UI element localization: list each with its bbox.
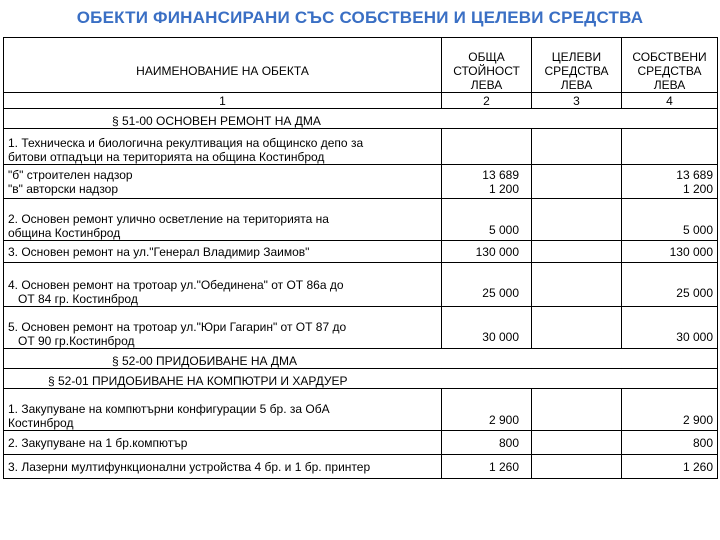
row-own: 130 000 bbox=[622, 241, 718, 263]
header-own bbox=[622, 38, 718, 93]
table-row bbox=[4, 389, 718, 431]
section-row bbox=[4, 369, 718, 389]
table-row bbox=[4, 307, 718, 349]
row-target bbox=[532, 431, 622, 455]
row-name bbox=[4, 389, 442, 431]
col-number: 4 bbox=[622, 93, 718, 109]
col-number: 2 bbox=[442, 93, 532, 109]
row-total: 30 000 bbox=[442, 307, 532, 349]
section-row bbox=[4, 349, 718, 369]
column-number-row bbox=[4, 93, 718, 109]
header-target-line: ЦЕЛЕВИ bbox=[551, 50, 602, 64]
row-own: 30 000 bbox=[622, 307, 718, 349]
header-total-line: ОБЩА bbox=[468, 50, 505, 64]
row-name-line: "б" строителен надзор bbox=[8, 167, 133, 182]
section-row bbox=[4, 109, 718, 129]
row-name-line: 4. Основен ремонт на тротоар ул."Обединена" от ОТ 86а до bbox=[8, 278, 344, 292]
row-target bbox=[532, 241, 622, 263]
row-own: 25 000 bbox=[622, 263, 718, 307]
row-own: 800 bbox=[622, 431, 718, 455]
row-total: 1 260 bbox=[442, 455, 532, 479]
row-name: 2. Закупуване на 1 бр.компютър bbox=[4, 431, 442, 455]
row-total: 800 bbox=[442, 431, 532, 455]
header-total-line: СТОЙНОСТ bbox=[453, 64, 520, 78]
row-total bbox=[442, 165, 532, 199]
table-row bbox=[4, 165, 718, 199]
row-name-line: "в" авторски надзор bbox=[8, 181, 119, 196]
row-own: 2 900 bbox=[622, 389, 718, 431]
row-own-value: 13 689 bbox=[676, 167, 713, 182]
row-name: 3. Лазерни мултифункционални устройства 4 бр. и 1 бр. принтер bbox=[4, 455, 442, 479]
row-name-line: битови отпадъци на територията на община Костинброд bbox=[8, 150, 325, 164]
row-total: 2 900 bbox=[442, 389, 532, 431]
row-total: 25 000 bbox=[442, 263, 532, 307]
table-row bbox=[4, 199, 718, 241]
row-total: 5 000 bbox=[442, 199, 532, 241]
row-name-line: 1. Закупуване на компютърни конфигурации 5 бр. за ОбА bbox=[8, 402, 330, 416]
row-name-line: община Костинброд bbox=[8, 226, 121, 240]
row-name-line: ОТ 84 гр. Костинброд bbox=[18, 292, 138, 306]
row-target bbox=[532, 307, 622, 349]
table-row bbox=[4, 129, 718, 165]
section-52-00: § 52-00 ПРИДОБИВАНЕ НА ДМА bbox=[4, 349, 718, 369]
header-target-line: ЛЕВА bbox=[560, 78, 593, 92]
table-row bbox=[4, 431, 718, 455]
header-target bbox=[532, 38, 622, 93]
row-own: 5 000 bbox=[622, 199, 718, 241]
row-name-line: 5. Основен ремонт на тротоар ул."Юри Гагарин" от ОТ 87 до bbox=[8, 320, 347, 334]
row-name-line: ОТ 90 гр.Костинброд bbox=[18, 334, 135, 348]
section-51-00: § 51-00 ОСНОВЕН РЕМОНТ НА ДМА bbox=[4, 109, 718, 129]
header-own-line: ЛЕВА bbox=[653, 78, 686, 92]
table-header-row bbox=[4, 38, 718, 93]
row-total: 130 000 bbox=[442, 241, 532, 263]
section-52-01: § 52-01 ПРИДОБИВАНЕ НА КОМПЮТРИ И ХАРДУЕР bbox=[4, 369, 718, 389]
table-row bbox=[4, 455, 718, 479]
row-name-line: Костинброд bbox=[8, 416, 74, 430]
row-own-value: 1 200 bbox=[682, 181, 713, 196]
row-target bbox=[532, 389, 622, 431]
row-target bbox=[532, 165, 622, 199]
table-row bbox=[4, 241, 718, 263]
table-row bbox=[4, 263, 718, 307]
row-target bbox=[532, 263, 622, 307]
row-own bbox=[622, 165, 718, 199]
row-own: 1 260 bbox=[622, 455, 718, 479]
row-name-line: 2. Основен ремонт улично осветление на територията на bbox=[8, 212, 329, 226]
row-total bbox=[442, 129, 532, 165]
row-target bbox=[532, 199, 622, 241]
page-title: ОБЕКТИ ФИНАНСИРАНИ СЪС СОБСТВЕНИ И ЦЕЛЕВИ СРЕДСТВА bbox=[76, 8, 644, 27]
row-name: 3. Основен ремонт на ул."Генерал Владимир Заимов" bbox=[4, 241, 442, 263]
header-target-line: СРЕДСТВА bbox=[544, 64, 609, 78]
col-number: 3 bbox=[532, 93, 622, 109]
row-total-value: 1 200 bbox=[488, 181, 519, 196]
row-name bbox=[4, 263, 442, 307]
header-own-line: СРЕДСТВА bbox=[637, 64, 702, 78]
col-number: 1 bbox=[4, 93, 442, 109]
row-own bbox=[622, 129, 718, 165]
row-total-value: 13 689 bbox=[482, 167, 519, 182]
row-name bbox=[4, 307, 442, 349]
row-name-line: 1. Техническа и биологична рекултивация на общинско депо за bbox=[8, 136, 364, 150]
header-own-line: СОБСТВЕНИ bbox=[632, 50, 707, 64]
header-total bbox=[442, 38, 532, 93]
financing-table bbox=[3, 37, 718, 479]
row-target bbox=[532, 129, 622, 165]
header-total-line: ЛЕВА bbox=[470, 78, 503, 92]
row-name bbox=[4, 165, 442, 199]
row-name bbox=[4, 199, 442, 241]
row-target bbox=[532, 455, 622, 479]
header-name: НАИМЕНОВАНИЕ НА ОБЕКТА bbox=[4, 38, 442, 93]
row-name bbox=[4, 129, 442, 165]
